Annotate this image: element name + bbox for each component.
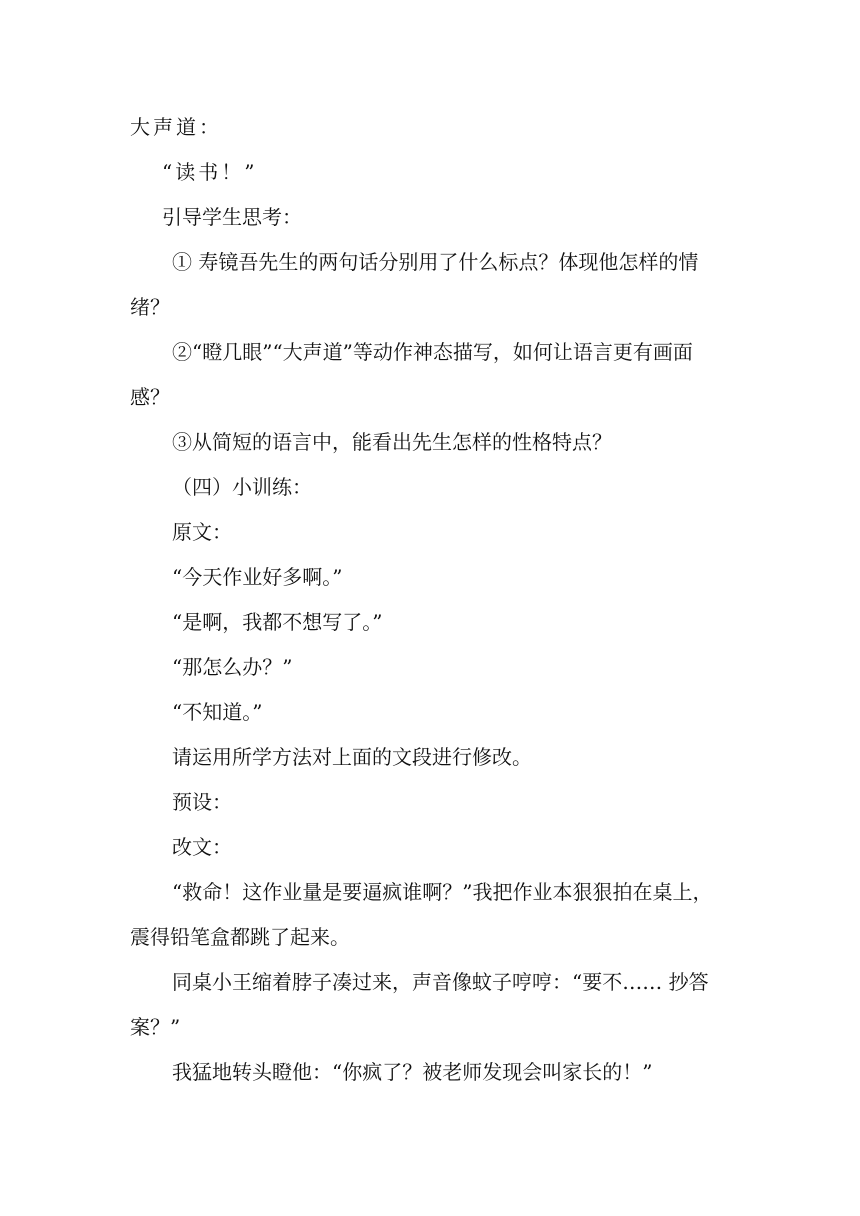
revised-paragraph-2: 同桌小王缩着脖子凑过来，声音像蚊子哼哼：“要不…… 抄答案？” xyxy=(130,970,709,1039)
original-line-3: “那怎么办？” xyxy=(172,655,293,679)
original-line-1: “今天作业好多啊。” xyxy=(172,565,343,589)
question-1: ① 寿镜吾先生的两句话分别用了什么标点？体现他怎样的情绪？ xyxy=(130,250,699,319)
paragraph-du-shu: “读书！” xyxy=(162,160,258,184)
label-preset: 预设： xyxy=(172,790,232,814)
label-revised-text: 改文： xyxy=(172,835,232,859)
original-line-4: “不知道。” xyxy=(172,700,263,724)
original-line-2: “是啊，我都不想写了。” xyxy=(172,610,383,634)
question-3: ③从简短的语言中，能看出先生怎样的性格特点？ xyxy=(172,430,612,454)
instruction-line: 请运用所学方法对上面的文段进行修改。 xyxy=(172,745,532,769)
revised-paragraph-3: 我猛地转头瞪他：“你疯了？被老师发现会叫家长的！” xyxy=(172,1060,653,1084)
question-2: ②“瞪几眼”“大声道”等动作神态描写，如何让语言更有画面感？ xyxy=(130,340,693,409)
section-heading-small-training: （四）小训练： xyxy=(172,475,312,499)
paragraph-guide-question: 引导学生思考： xyxy=(162,205,302,229)
revised-paragraph-1: “救命！这作业量是要逼疯谁啊？”我把作业本狠狠拍在桌上，震得铅笔盒都跳了起来。 xyxy=(130,880,713,949)
paragraph-da-sheng-dao: 大声道： xyxy=(130,115,222,139)
label-original-text: 原文： xyxy=(172,520,232,544)
